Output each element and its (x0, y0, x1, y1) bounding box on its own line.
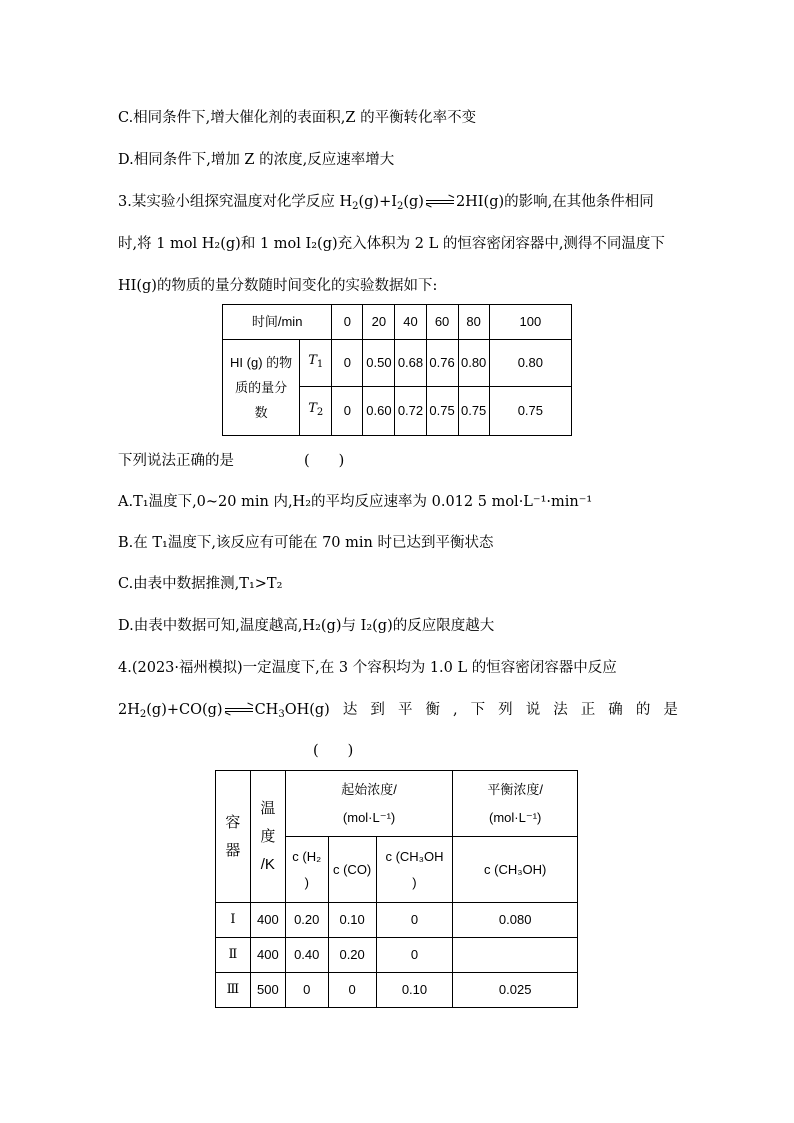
t1-value: 0.80 (489, 340, 571, 387)
eq-cell: 0.025 (453, 973, 578, 1008)
option-d-prev: D.相同条件下,增加 Z 的浓度,反应速率增大 (118, 152, 395, 168)
q3-option-c: C.由表中数据推测,T₁>T₂ (118, 576, 283, 592)
col-text: c (CH₃OH (385, 848, 444, 864)
t1-value: 0.76 (426, 340, 458, 387)
row-label-line: 数 (254, 405, 268, 420)
ch3oh-cell: 0 (376, 938, 453, 973)
col-c-co: c (CO) (328, 837, 376, 903)
t1-subscript: 1 (316, 359, 324, 370)
t2-letter: T (308, 401, 317, 416)
col-text: c (H₂ (292, 848, 322, 864)
q4-word: 衡 (425, 702, 440, 718)
q4-equation: $2H_2(g)+CO(g)$ $CH_3OH(g)$ (118, 702, 330, 720)
row-label-line: HI (g) 的物 (230, 355, 293, 370)
t2-subscript: 2 (316, 407, 324, 418)
row-label-line: 质的量分 (235, 380, 288, 395)
eq-cell (453, 938, 578, 973)
q3-line3: HI(g)的物质的量分数随时间变化的实验数据如下: (118, 278, 438, 294)
time-cell: 0 (332, 305, 363, 340)
col-text: ) (412, 874, 417, 890)
q3-prompt-text: 下列说法正确的是 (118, 453, 234, 469)
container-id: Ⅲ (216, 973, 251, 1008)
col-c-ch3oh (376, 837, 453, 903)
t1-value: 0.50 (363, 340, 395, 387)
q4-word: 说 (525, 702, 541, 718)
co-cell: 0.20 (328, 938, 376, 973)
header-char: 度 (260, 827, 276, 845)
t2-value: 0.75 (458, 387, 489, 436)
q3-line1: 3.某实验小组探究温度对化学反应 $H_2(g)+I_2(g)$ 2HI(g)的影响,在其他条件相同 (118, 194, 654, 212)
container-id: Ⅰ (216, 903, 251, 938)
header-initial-unit: (mol·L⁻¹) (342, 809, 396, 825)
co-cell: 0.10 (328, 903, 376, 938)
q4-word: 下 (470, 702, 486, 718)
t1-letter: T (308, 353, 317, 368)
row-label-hi (223, 340, 300, 436)
t1-label (300, 340, 332, 387)
q4-word: 确 (608, 702, 623, 718)
time-cell: 20 (363, 305, 395, 340)
t2-value: 0.72 (395, 387, 426, 436)
header-eq-unit: (mol·L⁻¹) (489, 809, 542, 825)
col-c-h2 (285, 837, 328, 903)
q4-word: , (453, 702, 458, 718)
h2-cell: 0.20 (285, 903, 328, 938)
option-c-prev: C.相同条件下,增大催化剂的表面积,Z 的平衡转化率不变 (118, 110, 477, 126)
t2-value: 0 (332, 387, 363, 436)
q3-data-table (222, 304, 572, 436)
col-text: ) (304, 874, 309, 890)
ch3oh-cell: 0.10 (376, 973, 453, 1008)
q4-word: 是 (663, 702, 678, 718)
h2-cell: 0.40 (285, 938, 328, 973)
container-id: Ⅱ (216, 938, 251, 973)
header-initial-conc (285, 771, 453, 837)
q4-data-table (215, 770, 578, 1008)
header-container (216, 771, 251, 903)
q4-word: 法 (553, 702, 568, 718)
t2-value: 0.75 (426, 387, 458, 436)
q3-prompt (118, 452, 344, 470)
q4-answer-paren: ( ) (313, 743, 354, 759)
q4-word: 到 (370, 702, 385, 718)
col-c-ch3oh-eq: c (CH₃OH) (453, 837, 578, 903)
q3-line1-pre: 3.某实验小组探究温度对化学反应 H (118, 194, 353, 210)
q4-line1: 4.(2023·福州模拟)一定温度下,在 3 个容积均为 1.0 L 的恒容密闭容器中反应 (118, 660, 617, 676)
q3-line2: 时,将 1 mol H₂(g)和 1 mol I₂(g)充入体积为 2 L 的恒容密闭容器中,测得不同温度下 (118, 236, 665, 252)
q4-word: 平 (397, 702, 413, 718)
ch3oh-cell: 0 (376, 903, 453, 938)
temp-cell: 400 (250, 938, 285, 973)
header-equilibrium-conc (453, 771, 578, 837)
time-cell: 80 (458, 305, 489, 340)
q4-word: 列 (498, 702, 513, 718)
q3-option-d: D.由表中数据可知,温度越高,H₂(g)与 I₂(g)的反应限度越大 (118, 618, 495, 634)
time-header: 时间/min (223, 305, 332, 340)
co-cell: 0 (328, 973, 376, 1008)
temp-cell: 400 (250, 903, 285, 938)
t1-value: 0 (332, 340, 363, 387)
q4-line2 (118, 701, 678, 724)
equilibrium-arrow-icon (225, 706, 253, 714)
h2-cell: 0 (285, 973, 328, 1008)
q4-word: 正 (580, 702, 596, 718)
q4-word: 达 (342, 702, 358, 718)
header-temperature (250, 771, 285, 903)
header-eq-label: 平衡浓度/ (487, 781, 543, 797)
time-cell: 40 (395, 305, 426, 340)
time-cell: 100 (489, 305, 571, 340)
t2-label (300, 387, 332, 436)
q3-option-b: B.在 T₁温度下,该反应有可能在 70 min 时已达到平衡状态 (118, 535, 494, 551)
time-cell: 60 (426, 305, 458, 340)
eq-cell: 0.080 (453, 903, 578, 938)
t1-value: 0.80 (458, 340, 489, 387)
header-char: 器 (225, 841, 241, 859)
q3-line1-post: 的影响,在其他条件相同 (504, 194, 654, 210)
q3-answer-paren: ( ) (304, 453, 345, 469)
temp-cell: 500 (250, 973, 285, 1008)
header-char: /K (260, 855, 275, 873)
t2-value: 0.75 (489, 387, 571, 436)
q4-word: 的 (635, 702, 651, 718)
equilibrium-arrow-icon (426, 198, 454, 206)
t2-value: 0.60 (363, 387, 395, 436)
header-char: 容 (225, 813, 241, 831)
t1-value: 0.68 (395, 340, 426, 387)
header-char: 温 (260, 799, 276, 817)
header-initial-label: 起始浓度/ (341, 781, 397, 797)
q3-option-a: A.T₁温度下,0~20 min 内,H₂的平均反应速率为 0.012 5 mol·L⁻¹·min⁻¹ (118, 494, 593, 510)
